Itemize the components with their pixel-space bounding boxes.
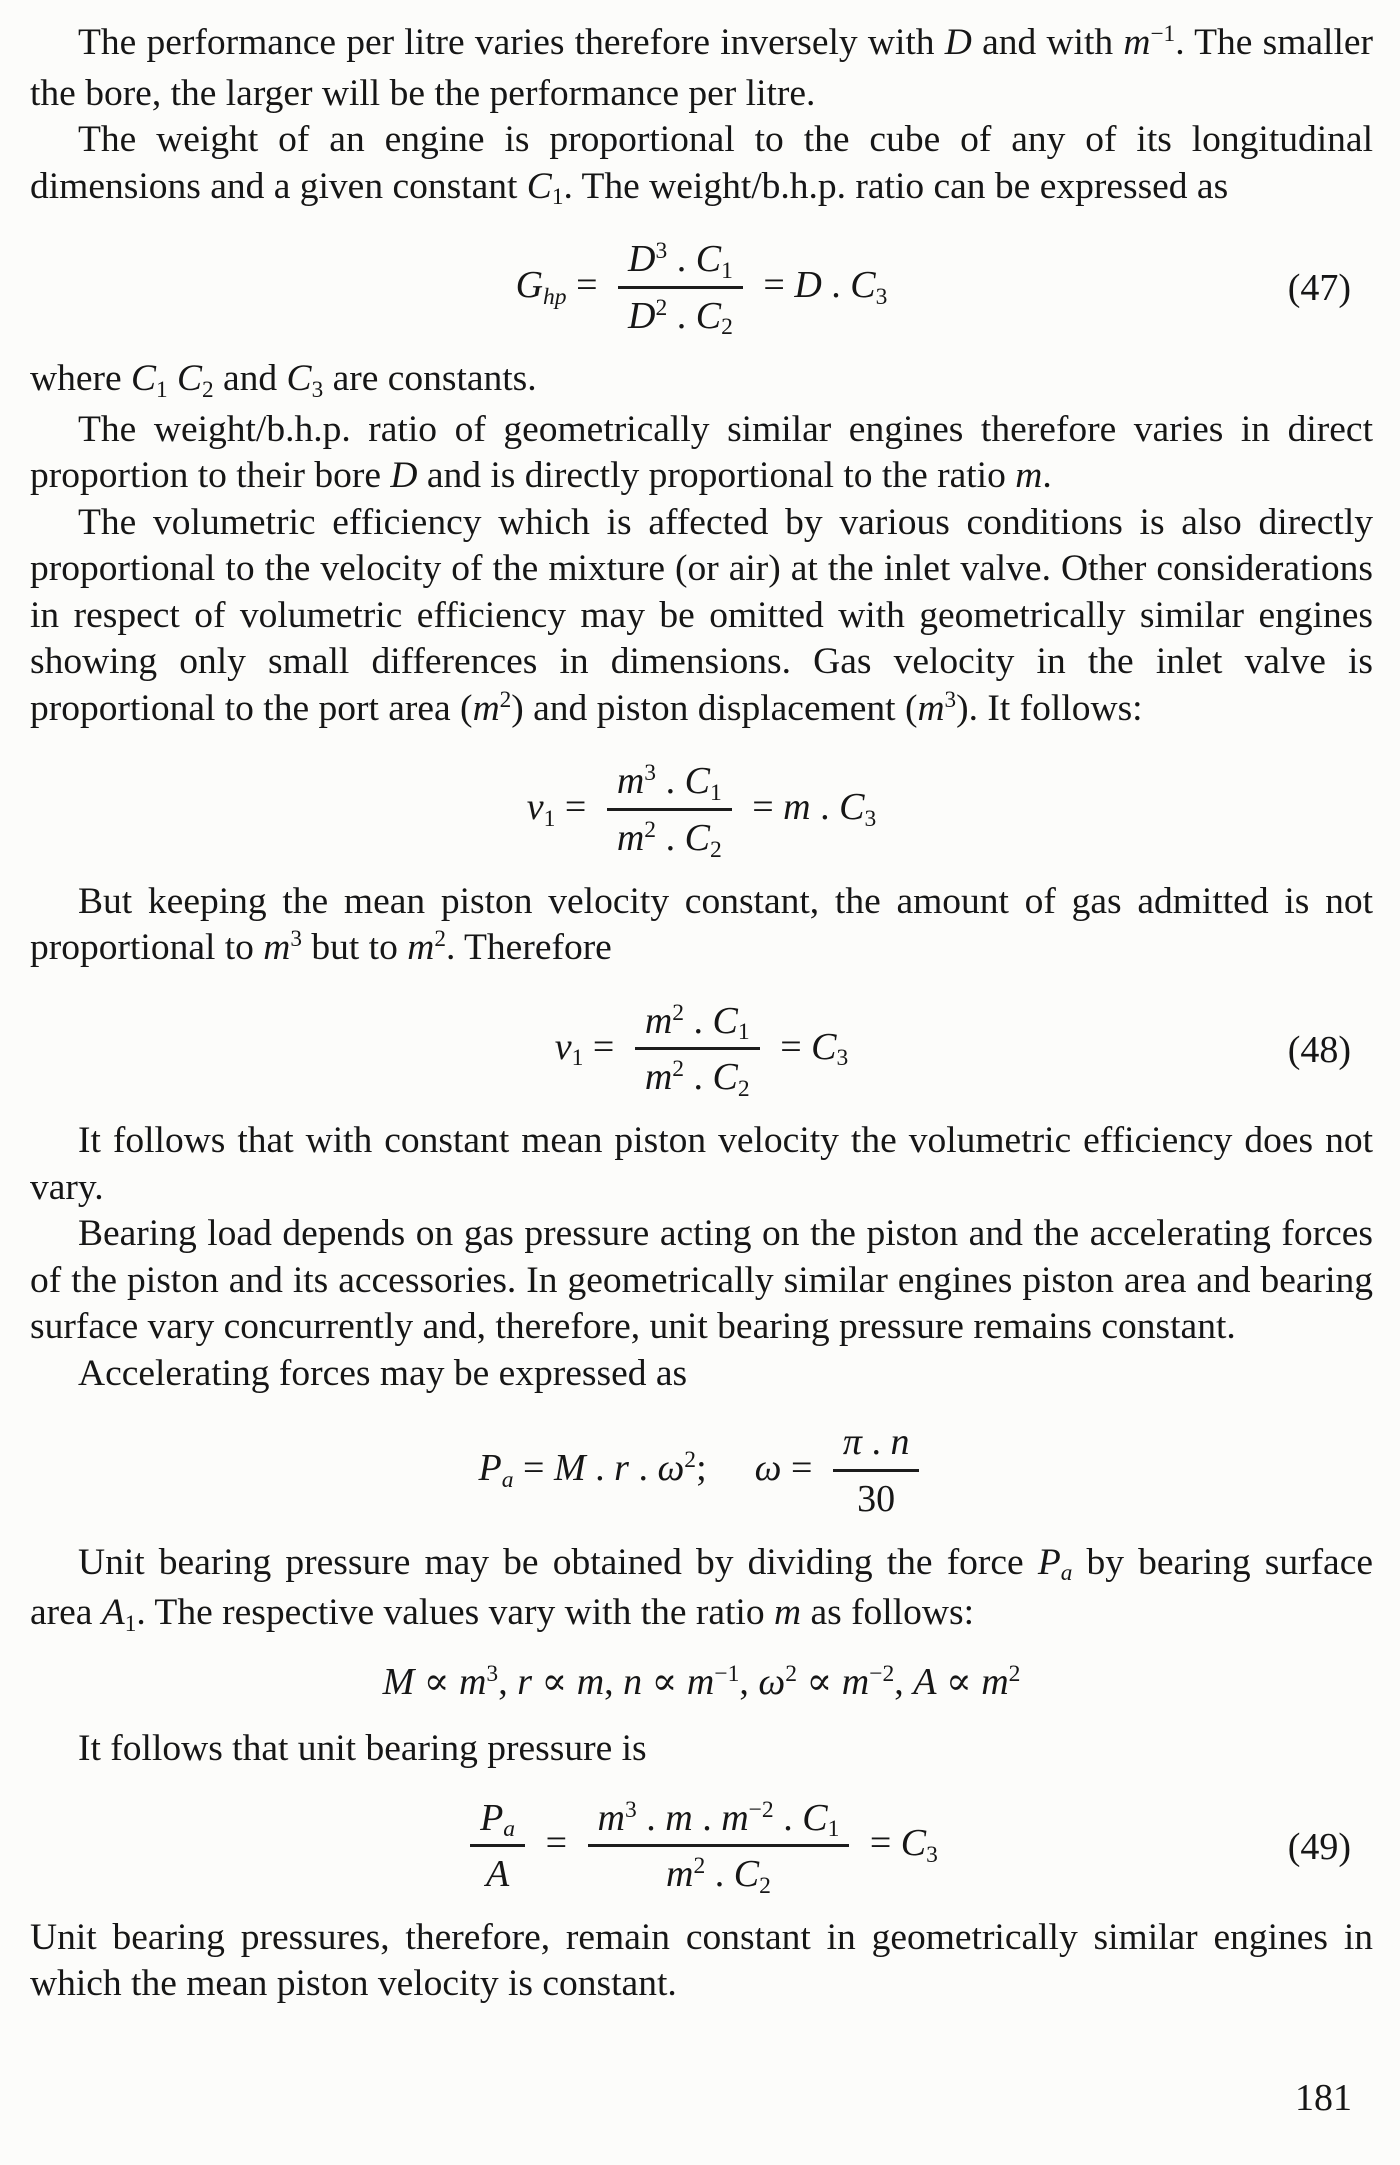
paragraph-performance-per-litre: The performance per litre varies therefore inversely with D and with $m^{-1}$. The smaller the bore, the larger will be the performance per litre. [30,21,1373,114]
equation-49-lhs-denominator: A [485,1853,510,1896]
equation-v1-fraction [607,758,732,862]
equation-48-rhs: = C3 [770,1025,849,1072]
equation-49-numerator: $m^3$ . m . $m^{-2}$ . C1 [588,1795,850,1848]
equation-48 [30,998,1373,1102]
equation-v1-rhs: = m . C3 [742,786,877,832]
equation-pa-denominator: 30 [857,1477,896,1520]
equation-v1-unnumbered [30,758,1373,862]
equation-48-numerator: $m^2$ . C1 [635,998,760,1051]
paragraph-accelerating-forces: Accelerating forces may be expressed as [78,1352,688,1394]
equation-47-fraction [618,236,743,340]
equation-49-number: (49) [1287,1825,1351,1868]
paragraph-conclusion: Unit bearing pressures, therefore, remain constant in geometrically similar engines in which the mean piston velocity is constant. [30,1916,1373,2005]
paragraph-it-follows-unit-bearing: It follows that unit bearing pressure is [78,1728,647,1769]
paragraph-weight-bhp-ratio: The weight/b.h.p. ratio of geometrically similar engines therefore varies in direct proportion to their bore D and is directly proportional to the ratio m. [30,408,1373,497]
equation-v1-numerator: $m^3$ . C1 [607,758,732,811]
equation-48-number: (48) [1287,1028,1351,1071]
equation-47-lhs: Ghp = [515,263,608,310]
equation-49-denominator: $m^2$ . C2 [665,1853,771,1899]
page-number: 181 [1295,2076,1352,2119]
paragraph-engine-weight: The weight of an engine is proportional to the cube of any of its longitudinal dimensions and a given constant C1. The weight/b.h.p. ratio can be expressed as [30,119,1373,210]
equation-pa-lhs: Pa = M . r . $\omega^2$; [478,1447,707,1493]
equation-48-denominator: $m^2$ . C2 [644,1056,750,1103]
paragraph-unit-bearing-pressure: Unit bearing pressure may be obtained by dividing the force Pa by bearing surface area A1. The respective values vary with the ratio m as follows: [30,1541,1373,1637]
equation-v1-lhs: v1 = [526,786,596,832]
equation-49-fraction [588,1795,850,1899]
equation-pa-fraction [833,1419,920,1523]
paragraph-where-constants: where C1 C2 and C3 are constants. [30,358,537,403]
proportionality-line: $M \propto m^3$, r ∝ m, $n \propto m^{-1}$, $\omega^2 \propto m^{-2}$, $A \propto m^2$ [382,1660,1021,1703]
paragraph-bearing-load: Bearing load depends on gas pressure acting on the piston and the accelerating forces of the piston and its accessories. In geometrically similar engines piston area and bearing surface vary concurrently and, therefore, unit bearing pressure remains constant. [30,1213,1373,1348]
equation-47-numerator: $D^3$ . C1 [618,236,743,289]
equation-49-rhs: = C3 [860,1822,938,1868]
paragraph-volumetric-does-not-vary: It follows that with constant mean piston velocity the volumetric efficiency does not vary. [30,1120,1373,1208]
equation-49-equals: = [536,1822,577,1865]
equation-49 [30,1795,1373,1899]
equation-47-rhs: = D . C3 [753,263,888,310]
equation-48-fraction [635,998,760,1102]
equation-49-lhs-numerator: Pa [470,1795,525,1848]
equation-48-lhs: v1 = [554,1025,624,1072]
paragraph-volumetric-efficiency: The volumetric efficiency which is affected by various conditions is also directly proportional to the velocity of the mixture (or air) at the inlet valve. Other considerations in respect of volumetric efficiency may be omitted with geometrically similar engines showing only small differences in dimensions. Gas velocity in the inlet valve is proportional to the port area $(m^2)$ and piston displacement $(m^3)$. It follows: [30,501,1373,729]
paragraph-mean-piston-velocity: But keeping the mean piston velocity constant, the amount of gas admitted is not proportional to $m^3$ but to $m^2$. Therefore [30,880,1373,969]
equation-accelerating-force [30,1419,1373,1523]
equation-47 [30,236,1373,340]
equation-49-lhs-fraction [470,1795,525,1899]
equation-pa-numerator: π . n [833,1419,920,1472]
equation-v1-denominator: $m^2$ . C2 [616,817,722,863]
equation-47-denominator: $D^2$ . C2 [628,294,733,341]
equation-pa-omega: ω = [754,1447,822,1490]
equation-47-number: (47) [1287,266,1351,309]
